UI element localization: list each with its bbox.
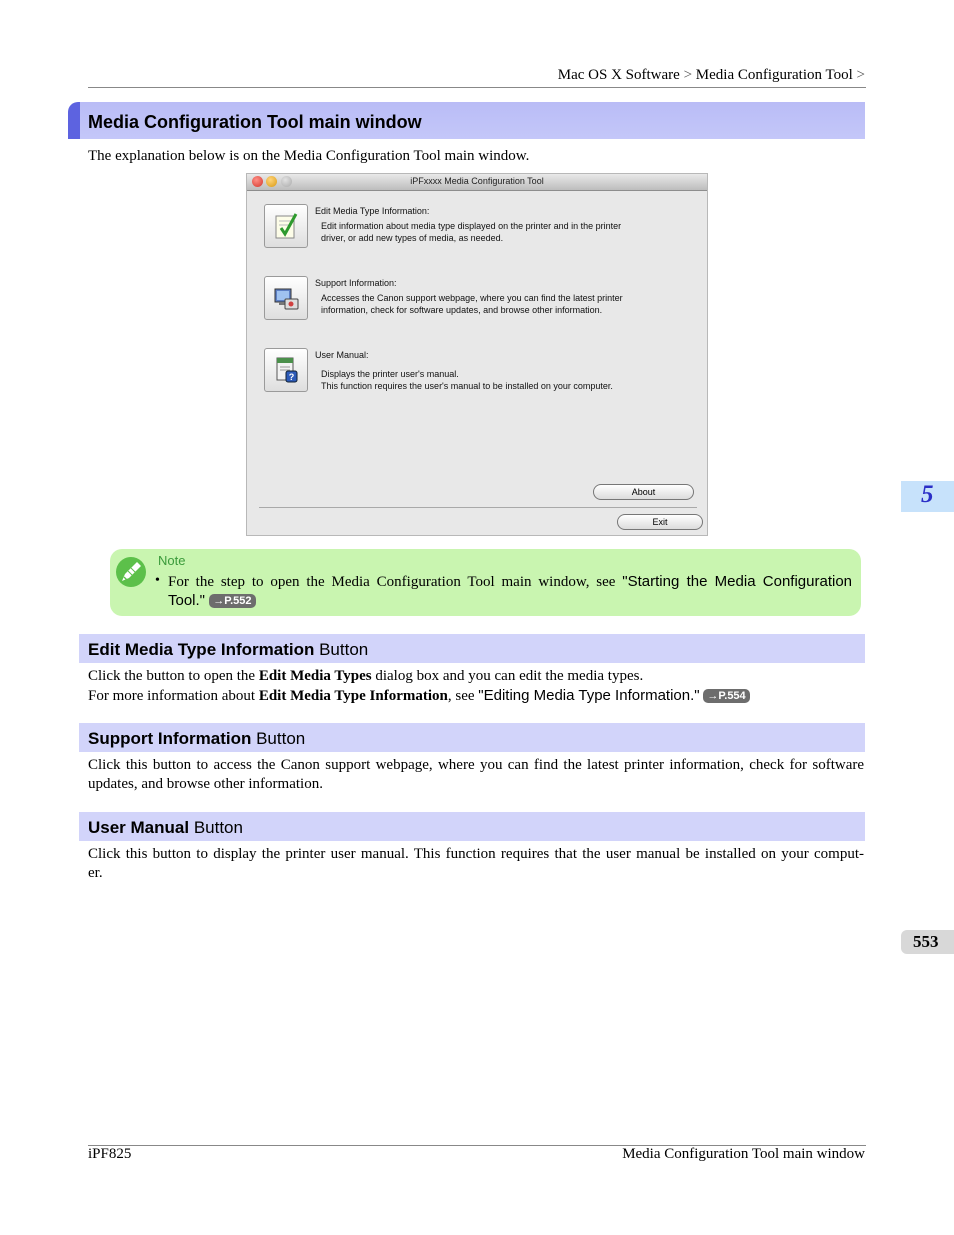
heading-suffix: Button	[314, 640, 369, 659]
user-manual-button[interactable]	[264, 348, 308, 392]
user-manual-para-line2: er.	[88, 865, 103, 881]
note-link-starting-tool[interactable]: "Starting the Media Configuration	[622, 573, 853, 590]
intro-text: The explanation below is on the Media Configuration Tool main window.	[88, 148, 530, 164]
window-title: iPFxxxx Media Configuration Tool	[410, 176, 544, 186]
note-box	[110, 549, 861, 616]
note-text-body: For the step to open the Media Configuration Tool main window, see	[168, 574, 616, 590]
support-title: Support Information:	[315, 278, 397, 288]
edit-media-desc-line2: driver, or add new types of media, as needed.	[321, 233, 504, 243]
section-heading-main	[68, 102, 865, 139]
footer-section-title: Media Configuration Tool main window	[622, 1146, 865, 1162]
user-manual-desc-line1: Displays the printer user's manual.	[321, 369, 459, 379]
support-information-button[interactable]	[264, 276, 308, 320]
about-button[interactable]: About	[593, 484, 694, 500]
user-manual-para-line1: Click this button to display the printer user manual. This function requires that the user manual be installed on your comput-	[88, 846, 864, 862]
text: For more information about	[88, 688, 259, 704]
page-title: Media Configuration Tool main window	[88, 112, 422, 132]
user-manual-icon	[271, 355, 301, 385]
support-desc-line1: Accesses the Canon support webpage, where you can find the latest printer	[321, 293, 623, 303]
footer-model: iPF825	[88, 1146, 132, 1162]
xref-badge-p552[interactable]: →P.552	[209, 594, 255, 608]
heading-bold: Edit Media Type Information	[88, 640, 315, 659]
section-heading-edit-media	[79, 634, 865, 663]
breadcrumb-mac-os-x-software[interactable]: Mac OS X Software	[557, 67, 680, 83]
svg-text:?: ?	[288, 372, 295, 382]
text: dialog box and you can edit the media types.	[371, 668, 644, 684]
page-number-tab	[901, 930, 954, 954]
window-separator	[259, 507, 697, 508]
link-editing-media-type-information[interactable]: "Editing Media Type Information."	[478, 687, 700, 704]
note-link-starting-tool-end[interactable]: Tool."	[168, 592, 206, 609]
breadcrumb-media-configuration-tool[interactable]: Media Configuration Tool	[695, 67, 853, 83]
user-manual-title: User Manual:	[315, 350, 369, 360]
support-para-line2: updates, and browse other information.	[88, 776, 323, 792]
bold-term: Edit Media Types	[258, 668, 372, 684]
page-number: 553	[913, 932, 939, 951]
text: , see	[447, 688, 479, 704]
edit-media-para-line2	[88, 686, 750, 706]
chapter-number: 5	[921, 481, 934, 508]
running-header	[558, 67, 865, 84]
note-text-line2	[168, 591, 256, 610]
support-icon	[271, 283, 301, 313]
note-label: Note	[158, 553, 186, 568]
support-desc-line2: information, check for software updates, and browse other information.	[321, 305, 603, 315]
heading-suffix: Button	[189, 818, 243, 837]
heading-bold: User Manual	[88, 818, 190, 837]
breadcrumb-separator: >	[683, 67, 693, 83]
note-text	[168, 572, 852, 592]
heading-suffix: Button	[251, 729, 306, 748]
section-heading-user-manual	[79, 812, 865, 841]
bold-term: Edit Media Type Information	[258, 688, 448, 704]
edit-media-title: Edit Media Type Information:	[315, 206, 430, 216]
note-bullet: •	[155, 573, 160, 588]
pencil-note-icon	[115, 555, 149, 589]
edit-media-desc-line1: Edit information about media type displayed on the printer and in the printer	[321, 221, 622, 231]
chapter-tab[interactable]	[901, 481, 954, 512]
breadcrumb-separator: >	[856, 67, 865, 83]
edit-media-icon	[271, 211, 301, 241]
edit-media-para-line1	[88, 667, 643, 686]
exit-button[interactable]: Exit	[617, 514, 703, 530]
xref-badge-p554[interactable]: →P.554	[703, 689, 749, 703]
user-manual-desc-line2: This function requires the user's manual to be installed on your computer.	[321, 381, 613, 391]
support-para-line1: Click this button to access the Canon support webpage, where you can find the latest printer information, check for software	[88, 757, 864, 773]
section-heading-support	[79, 723, 865, 752]
header-divider	[88, 87, 866, 88]
window-titlebar	[247, 174, 707, 191]
heading-bold: Support Information	[88, 729, 252, 748]
media-config-window	[246, 173, 708, 536]
edit-media-type-information-button[interactable]	[264, 204, 308, 248]
text: Click the button to open the	[88, 668, 259, 684]
